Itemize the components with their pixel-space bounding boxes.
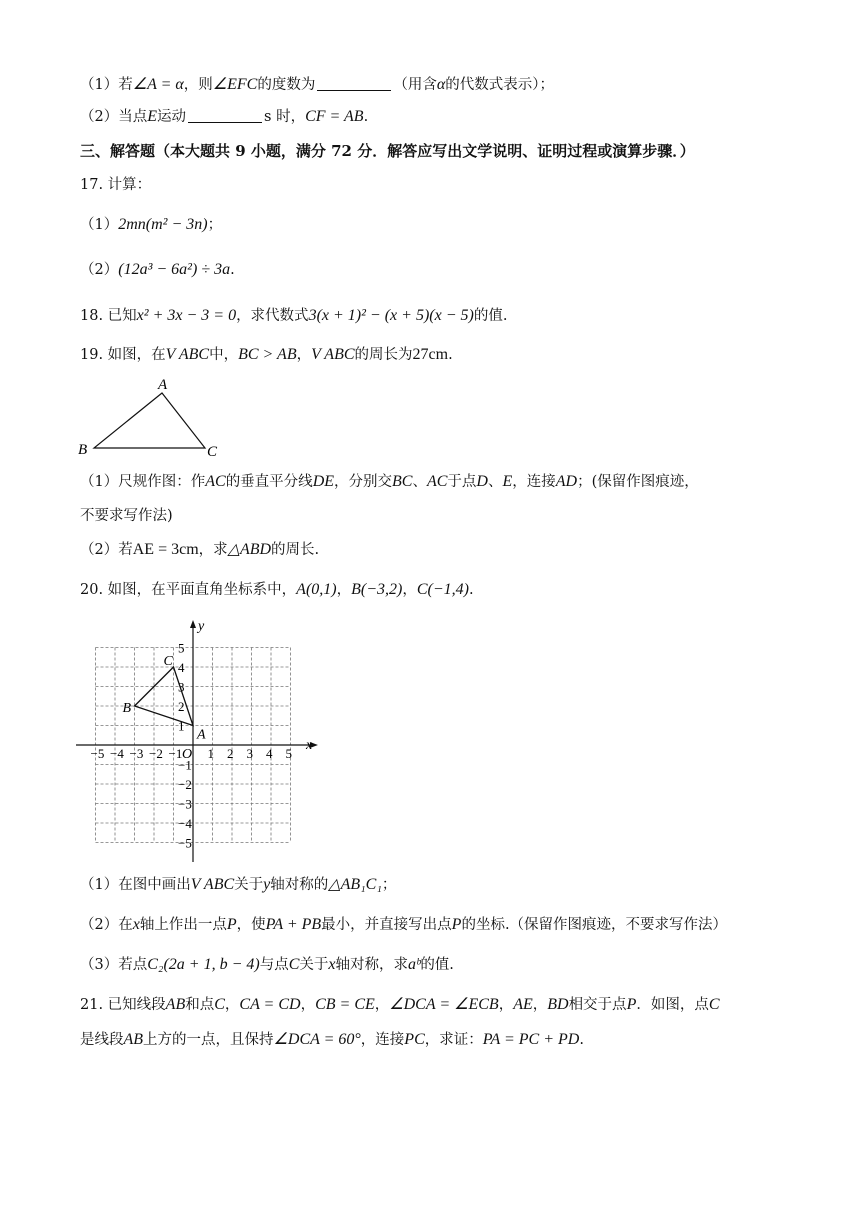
math: PA = PC + PD <box>482 1031 580 1048</box>
answer-blank <box>188 108 262 123</box>
y-tick-label: 5 <box>178 640 185 656</box>
q20-part3 <box>80 955 454 975</box>
math: PA + PB <box>265 916 322 933</box>
math: AB <box>123 1031 144 1048</box>
math: CA = CD <box>239 996 301 1013</box>
text: 于点 <box>447 474 477 490</box>
math: x <box>132 916 140 933</box>
x-tick-label: 4 <box>266 746 273 761</box>
q16-part2 <box>80 107 368 127</box>
text: 和点 <box>185 997 215 1013</box>
y-axis-label: y <box>198 619 205 635</box>
math: DE <box>312 473 335 490</box>
y-tick-label: −5 <box>178 835 192 851</box>
math: ∠A = α <box>132 76 184 93</box>
math: AD <box>555 473 578 490</box>
math: P <box>626 996 637 1013</box>
text: （3）若点 <box>80 957 148 973</box>
text: 的周长为 <box>354 347 413 363</box>
text: 是线段 <box>80 1032 124 1048</box>
math: AB <box>165 996 186 1013</box>
text: 与点 <box>259 957 289 973</box>
text: 21. 已知线段 <box>80 997 166 1013</box>
q21-line2 <box>80 1030 584 1050</box>
math: P <box>451 916 462 933</box>
text: ， <box>498 997 514 1013</box>
q17-stem: 17. 计算： <box>80 177 152 193</box>
x-tick-label: −4 <box>110 746 124 761</box>
math: BC <box>392 473 413 490</box>
text: 轴对称，求 <box>335 957 408 973</box>
math: C <box>708 996 720 1013</box>
math: C(−1,4) <box>416 581 469 598</box>
text: 的度数为 <box>257 77 316 93</box>
y-axis-arrow <box>190 620 196 628</box>
q19-part1-line1 <box>80 472 699 492</box>
y-tick-label: 4 <box>178 660 185 675</box>
q16-part1 <box>80 75 554 95</box>
math: y <box>263 876 271 893</box>
text: 的垂直平分线 <box>225 474 313 490</box>
text: ， <box>374 997 390 1013</box>
math: A(0,1) <box>296 581 337 598</box>
text: ， <box>296 347 312 363</box>
math: 27cm <box>412 346 449 363</box>
text: （2） <box>80 262 119 278</box>
math: 3(x + 1)² − (x + 5)(x − 5) <box>308 307 474 324</box>
text: ，求代数式 <box>236 308 309 324</box>
math: E <box>147 108 158 125</box>
text: 的周长. <box>271 542 320 558</box>
text: （2）若 <box>80 542 133 558</box>
math: V ABC <box>190 876 235 893</box>
text: ，连接 <box>360 1032 405 1048</box>
text: （1） <box>80 217 119 233</box>
y-tick-label: 1 <box>178 718 185 734</box>
x-tick-label: 5 <box>285 746 292 761</box>
math: ∠DCA = ∠ECB <box>389 996 499 1013</box>
math: AC <box>205 473 226 490</box>
text: 轴对称的 <box>270 877 329 893</box>
text: 轴上作出一点 <box>139 917 227 933</box>
x-tick-label: −3 <box>129 746 144 761</box>
triangle-abc <box>94 393 205 448</box>
math: AE = 3cm <box>132 541 199 558</box>
math: (12a³ − 6a²) ÷ 3a <box>118 261 231 278</box>
math: △AB₁C₁ <box>328 876 382 893</box>
text: ， <box>402 582 417 598</box>
triangle-figure <box>76 376 236 466</box>
text: 、 <box>412 474 427 490</box>
math: P <box>226 916 237 933</box>
text: ，求证： <box>424 1032 483 1048</box>
origin-label: O <box>182 747 193 762</box>
q20-stem <box>80 580 474 600</box>
text: ，使 <box>236 917 266 933</box>
q17-part1 <box>80 215 222 235</box>
q20-part1 <box>80 875 396 895</box>
text: 18. 已知 <box>80 308 137 324</box>
text: （用含 <box>393 77 437 93</box>
vertex-label-b: B <box>78 442 88 458</box>
q19-part2 <box>80 540 319 560</box>
text: . <box>448 347 453 363</box>
y-tick-label: −3 <box>178 796 192 812</box>
text: 关于 <box>234 877 264 893</box>
y-tick-label: −2 <box>178 777 192 792</box>
y-tick-label: 2 <box>178 699 185 714</box>
math: ∠EFC <box>212 76 258 93</box>
q18 <box>80 306 507 326</box>
math: C <box>288 956 300 973</box>
math: △ABD <box>227 541 272 558</box>
text: s 时， <box>264 109 306 125</box>
q19-stem <box>80 345 453 365</box>
math: 2mn(m² − 3n) <box>118 216 208 233</box>
text: 相交于点 <box>568 997 627 1013</box>
text: （1）在图中画出 <box>80 877 191 893</box>
coordinate-grid-figure <box>76 618 326 863</box>
text: ，连接 <box>512 474 556 490</box>
text: （2）在 <box>80 917 133 933</box>
q19-part1-line2: 不要求写作法) <box>80 508 173 524</box>
math: D <box>476 473 488 490</box>
point-label-a: A <box>197 727 206 743</box>
math: V ABC <box>311 346 355 363</box>
x-tick-label: −5 <box>90 746 105 761</box>
x-axis-label: x <box>305 738 313 753</box>
text: 19. 如图，在 <box>80 347 166 363</box>
x-tick-label: −2 <box>149 746 163 761</box>
math: CF = AB <box>305 108 364 125</box>
text: 最小，并直接写出点 <box>321 917 452 933</box>
text: 关于 <box>299 957 329 973</box>
answer-blank <box>317 76 391 91</box>
text: 的值. <box>420 957 454 973</box>
math: PC <box>404 1031 425 1048</box>
text: ；(保留作图痕迹， <box>577 474 699 490</box>
triangle-abc-plot <box>135 667 194 726</box>
text: ，求 <box>198 542 228 558</box>
text: ， <box>300 997 316 1013</box>
text: ．如图，点 <box>636 997 709 1013</box>
math: E <box>502 473 513 490</box>
math: x² + 3x − 3 = 0 <box>136 307 237 324</box>
text: （2）当点 <box>80 109 148 125</box>
text: 的代数式表示）； <box>445 77 554 93</box>
text: ， <box>224 997 240 1013</box>
math: aᵇ <box>408 956 421 973</box>
vertex-label-c: C <box>207 444 218 460</box>
section-heading: 三、解答题（本大题共 9 小题，满分 72 分．解答应写出文学说明、证明过程或演算步骤．） <box>80 142 695 160</box>
vertex-label-a: A <box>158 377 168 393</box>
q21-line1 <box>80 995 720 1015</box>
x-tick-label: 2 <box>227 746 234 761</box>
math: C <box>214 996 225 1013</box>
triangle-abc <box>135 667 194 726</box>
text: ， <box>532 997 548 1013</box>
q20-part2 <box>80 915 727 935</box>
math: BD <box>547 996 569 1013</box>
point-label-c: C <box>163 654 173 669</box>
text: ； <box>381 877 397 893</box>
math: AC <box>426 473 448 490</box>
math: AE <box>513 996 533 1013</box>
math: ∠DCA = 60° <box>273 1031 361 1048</box>
x-tick-label: −1 <box>168 746 183 761</box>
text: 上方的一点，且保持 <box>143 1032 274 1048</box>
math: B(−3,2) <box>351 581 403 598</box>
x-tick-label: 3 <box>246 746 253 761</box>
math: CB = CE <box>315 996 375 1013</box>
point-label-b: B <box>122 701 132 716</box>
y-tick-label: −1 <box>178 757 192 773</box>
text: ，分别交 <box>334 474 393 490</box>
text: . <box>579 1032 584 1048</box>
text: . <box>468 582 474 598</box>
q17-part2 <box>80 260 235 280</box>
math: C₂(2a + 1, b − 4) <box>147 956 260 973</box>
text: 、 <box>487 474 503 490</box>
text: . <box>230 262 235 278</box>
y-tick-label: 3 <box>178 679 185 695</box>
text: （1）尺规作图：作 <box>80 474 206 490</box>
text: 中， <box>209 347 239 363</box>
math: BC > AB <box>238 346 297 363</box>
math: α <box>436 76 446 93</box>
text: ，则 <box>183 77 213 93</box>
text: 的坐标.（保留作图痕迹，不要求写作法） <box>461 917 728 933</box>
math: x <box>328 956 336 973</box>
text: 运动 <box>157 109 187 125</box>
text: ， <box>336 582 352 598</box>
math: V ABC <box>165 346 210 363</box>
text: （1）若 <box>80 77 133 93</box>
text: 20. 如图，在平面直角坐标系中， <box>80 582 297 598</box>
y-tick-label: −4 <box>178 816 192 831</box>
x-tick-label: 1 <box>207 746 214 761</box>
text: . <box>363 109 369 125</box>
text: ； <box>207 217 223 233</box>
text: 的值. <box>473 308 508 324</box>
